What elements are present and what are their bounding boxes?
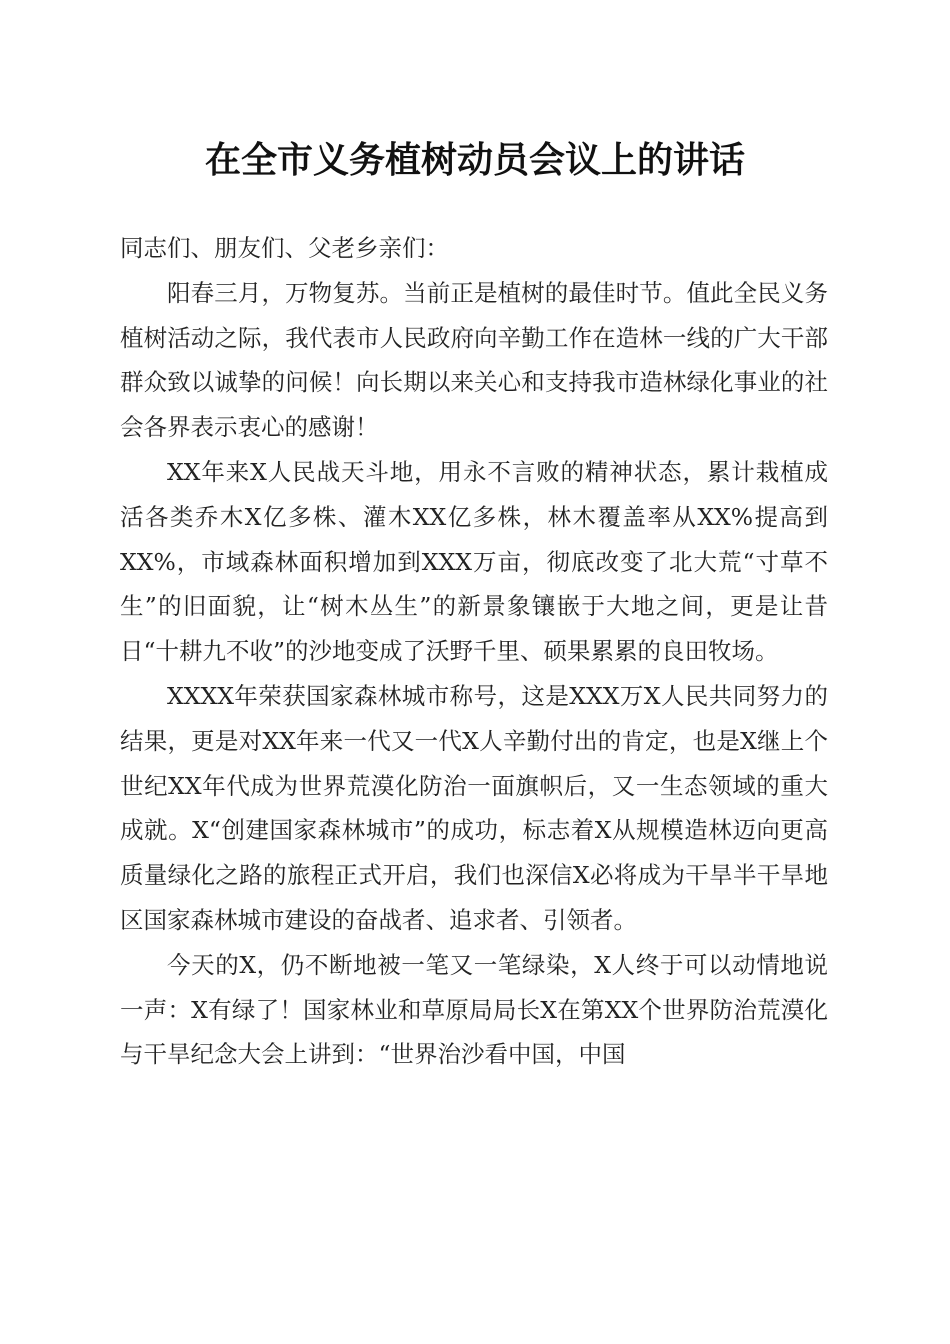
document-title: 在全市义务植树动员会议上的讲话 xyxy=(204,139,745,181)
paragraph-2: XX年来X人民战天斗地，用永不言败的精神状态，累计栽植成活各类乔木X亿多株、灌木XX亿多株，林木覆盖率从XX%提高到XX%，市域森林面积增加到XXX万亩，彻底改变了北大荒“寸草不生”的旧面貌，让“树木丛生”的新景象镶嵌于大地之间，更是让昔日“十耕九不收”的沙地变成了沃野千里、硕果累累的良田牧场。 xyxy=(120,457,828,666)
paragraph-4: 今天的X，仍不断地被一笔又一笔绿染，X人终于可以动情地说一声：X有绿了！国家林业和草原局局长X在第XX个世界防治荒漠化与干旱纪念大会上讲到：“世界治沙看中国，中国 xyxy=(120,950,828,1069)
paragraph-1: 阳春三月，万物复苏。当前正是植树的最佳时节。值此全民义务植树活动之际，我代表市人民政府向辛勤工作在造林一线的广大干部群众致以诚挚的问候！向长期以来关心和支持我市造林绿化事业的社会各界表示衷心的感谢！ xyxy=(120,278,828,442)
paragraph-3: XXXX年荣获国家森林城市称号，这是XXX万X人民共同努力的结果，更是对XX年来一代又一代X人辛勤付出的肯定，也是X继上个世纪XX年代成为世界荒漠化防治一面旗帜后，又一生态领域的重大成就。X“创建国家森林城市”的成功，标志着X从规模造林迈向更高质量绿化之路的旅程正式开启，我们也深信X必将成为干旱半干旱地区国家森林城市建设的奋战者、追求者、引领者。 xyxy=(120,681,828,934)
document-body xyxy=(120,226,828,1077)
salutation: 同志们、朋友们、父老乡亲们： xyxy=(120,234,449,262)
